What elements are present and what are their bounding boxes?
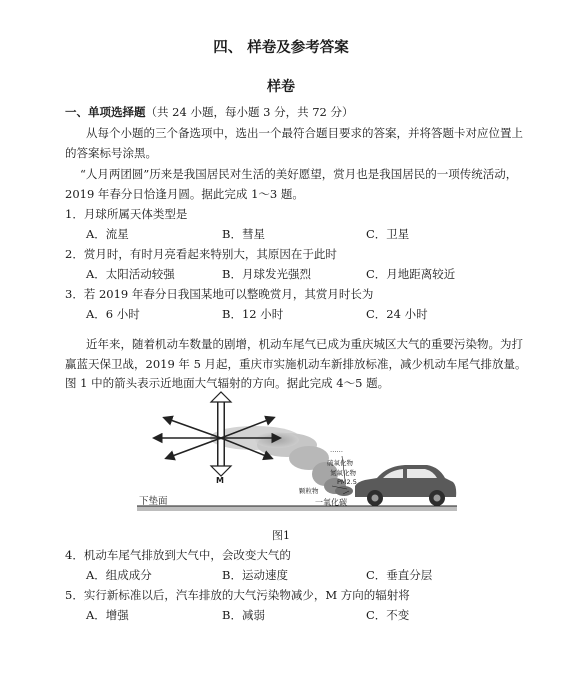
pollutant-label-1: 硫氧化物 bbox=[327, 459, 353, 467]
pollutant-dots: …… bbox=[330, 446, 343, 454]
part1-heading: 一、单项选择题 bbox=[65, 105, 146, 119]
question-3-stem: 3．若 2019 年春分日我国某地可以整晚赏月，其赏月时长为 bbox=[65, 287, 374, 301]
question-5-option-b: B．减弱 bbox=[222, 608, 265, 622]
question-2-option-a: A．太阳活动较强 bbox=[86, 267, 175, 281]
figure-caption: 图1 bbox=[272, 529, 290, 542]
figure-1 bbox=[137, 390, 457, 520]
question-2-stem: 2．赏月时，有时月亮看起来特别大，其原因在于此时 bbox=[65, 247, 337, 261]
question-1-option-b: B．彗星 bbox=[222, 227, 265, 241]
pollutant-label-3: PM2.5 bbox=[337, 478, 357, 486]
question-2-option-c: C．月地距离较近 bbox=[366, 267, 456, 281]
part1-heading-line bbox=[65, 104, 354, 120]
passage2-line-3: 图 1 中的箭头表示近地面大气辐射的方向。据此完成 4～5 题。 bbox=[65, 376, 390, 390]
question-4-stem: 4．机动车尾气排放到大气中，会改变大气的 bbox=[65, 548, 291, 562]
figure-1-drawing bbox=[137, 390, 457, 520]
question-3-option-a: A．6 小时 bbox=[86, 307, 140, 321]
section-title: 四、 样卷及参考答案 bbox=[213, 40, 349, 56]
m-label: M bbox=[216, 476, 224, 485]
question-4-option-c: C．垂直分层 bbox=[366, 568, 433, 582]
question-3-option-b: B．12 小时 bbox=[222, 307, 284, 321]
question-4-option-b: B．运动速度 bbox=[222, 568, 288, 582]
question-5-stem: 5．实行新标准以后，汽车排放的大气污染物减少，M 方向的辐射将 bbox=[65, 588, 410, 602]
ground-surface bbox=[137, 506, 457, 511]
question-4-option-a: A．组成成分 bbox=[86, 568, 152, 582]
passage1-line-2: 2019 年春分日恰逢月圆。据此完成 1～3 题。 bbox=[65, 187, 304, 201]
question-5-option-c: C．不变 bbox=[366, 608, 410, 622]
car-icon bbox=[355, 465, 456, 506]
pollutant-label-2: 氮氧化物 bbox=[330, 469, 356, 477]
question-2-option-b: B．月球发光强烈 bbox=[222, 267, 311, 281]
passage2-line-1: 近年来，随着机动车数量的剧增，机动车尾气已成为重庆城区大气的重要污染物。为打 bbox=[86, 337, 523, 351]
question-1-option-c: C．卫星 bbox=[366, 227, 410, 241]
pollutant-label-4: 颗粒物 bbox=[299, 487, 319, 495]
question-1-stem: 1．月球所属天体类型是 bbox=[65, 207, 188, 221]
sample-title: 样卷 bbox=[267, 79, 295, 95]
ground-label: 下垫面 bbox=[139, 496, 168, 507]
passage1-line-1: “人月两团圆”历来是我国居民对生活的美好愿望，赏月也是我国居民的一项传统活动， bbox=[80, 167, 518, 181]
question-3-option-c: C．24 小时 bbox=[366, 307, 428, 321]
instruction-line-2: 的答案标号涂黑。 bbox=[65, 146, 157, 160]
instruction-line-1: 从每个小题的三个备选项中，选出一个最符合题目要求的答案，并将答题卡对应位置上 bbox=[86, 126, 523, 140]
pollutant-label-5: 一氧化碳 bbox=[315, 498, 347, 507]
question-5-option-a: A．增强 bbox=[86, 608, 129, 622]
question-1-option-a: A．流星 bbox=[86, 227, 129, 241]
passage2-line-2: 赢蓝天保卫战，2019 年 5 月起，重庆市实施机动车新排放标准，减少机动车尾气排放量。 bbox=[65, 357, 527, 371]
part1-heading-note: （共 24 小题，每小题 3 分，共 72 分） bbox=[145, 105, 354, 119]
